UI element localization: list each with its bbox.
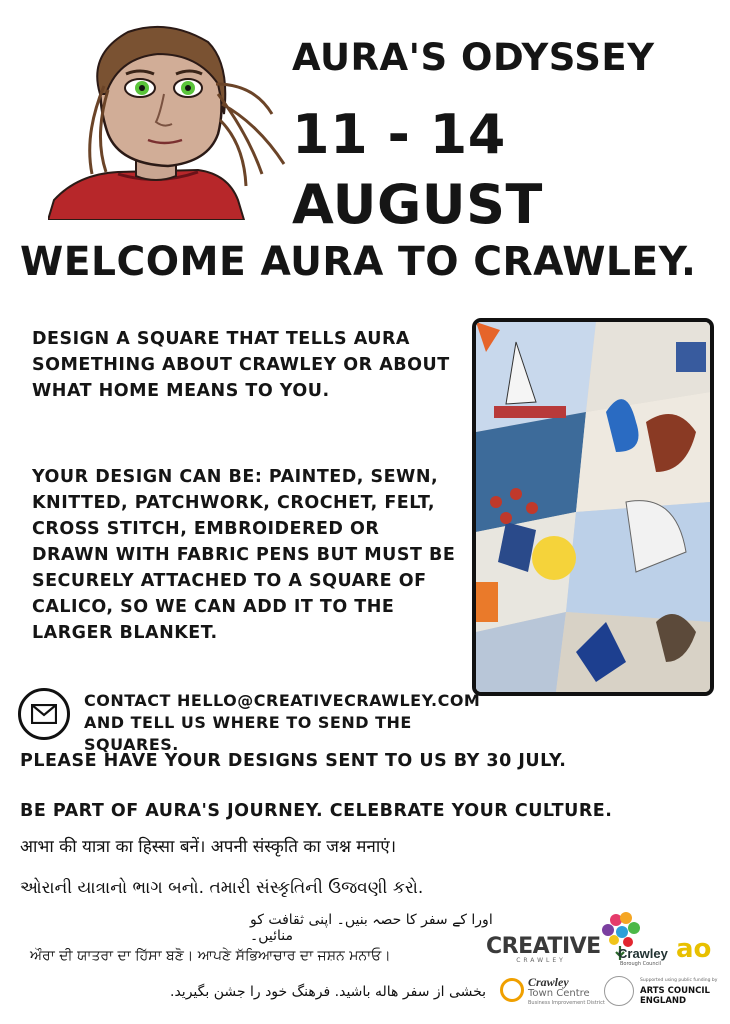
creative-crawley-logo [486, 934, 601, 964]
ctc-logo-line2: Town Centre [528, 988, 590, 999]
creative-logo-text: CREATIVE [486, 934, 601, 959]
aura-portrait [48, 24, 288, 220]
translation-urdu: اورا کے سفر کا حصہ بنیں۔ اپنی ثقافت کو منائیں۔ [250, 912, 493, 944]
be-part-heading: BE PART OF AURA'S JOURNEY. CELEBRATE YOUR CULTURE. [20, 801, 613, 821]
arts-council-emblem-icon [604, 976, 634, 1006]
envelope-icon [31, 704, 57, 724]
deadline-notice: PLEASE HAVE YOUR DESIGNS SENT TO US BY 30 JULY. [20, 751, 567, 771]
welcome-heading: WELCOME AURA TO CRAWLEY. [20, 239, 697, 285]
design-instructions: DESIGN A SQUARE THAT TELLS AURA SOMETHING ABOUT CRAWLEY OR ABOUT WHAT HOME MEANS TO YOU. [32, 329, 450, 401]
event-dates: 11 - 14 AUGUST [292, 103, 543, 236]
ace-logo-line1: ARTS COUNCIL [640, 986, 710, 996]
contact-info [84, 690, 504, 756]
translation-farsi: بخشی از سفر هاله باشید. فرهنگ خود را جشن بگیرید. [170, 984, 487, 1000]
translation-hindi: आभा की यात्रा का हिस्सा बनें। अपनी संस्कृति का जश्न मनाएं। [20, 837, 397, 857]
event-title: AURA'S ODYSSEY [292, 36, 655, 79]
design-materials: YOUR DESIGN CAN BE: PAINTED, SEWN, KNITTED, PATCHWORK, CROCHET, FELT, CROSS STITCH, EMBROIDERED OR DRAWN WITH FABRIC PENS BUT MUST BE SECURELY ATTACHED TO A SQUARE OF CALICO, SO WE CAN ADD IT TO THE LARGER BLANKET. [32, 467, 456, 643]
ace-support-text: Supported using public funding by [640, 978, 718, 983]
ao-logo: ao [676, 934, 712, 964]
contact-instructions: AND TELL US WHERE TO SEND THE SQUARES. [84, 713, 412, 754]
crawley-bc-subtext: Borough Council [620, 961, 662, 967]
contact-email-line[interactable]: CONTACT HELLO@CREATIVECRAWLEY.COM [84, 691, 481, 710]
quilt-photo [472, 318, 714, 696]
creative-logo-subtext: CRAWLEY [516, 957, 566, 964]
translation-punjabi: ਔਰਾ ਦੀ ਯਾਤਰਾ ਦਾ ਹਿੱਸਾ ਬਣੋ। ਆਪਣੇ ਸੱਭਿਆਚਾਰ ਦਾ ਜਸ਼ਨ ਮਨਾਓ। [30, 948, 391, 964]
ace-logo-line2: ENGLAND [640, 996, 687, 1006]
ctc-logo-line1: Crawley [528, 975, 569, 989]
crawley-bc-text: Crawley [618, 946, 668, 961]
translation-gujarati: ઓરાની યાત્રાનો ભાગ બનો. તમારી સંસ્કૃતિની ઉજવણી કરો. [20, 878, 424, 898]
crawley-town-centre-icon [500, 978, 524, 1002]
mail-button[interactable] [18, 688, 70, 740]
ctc-logo-subtext: Business Improvement District [528, 1000, 605, 1006]
